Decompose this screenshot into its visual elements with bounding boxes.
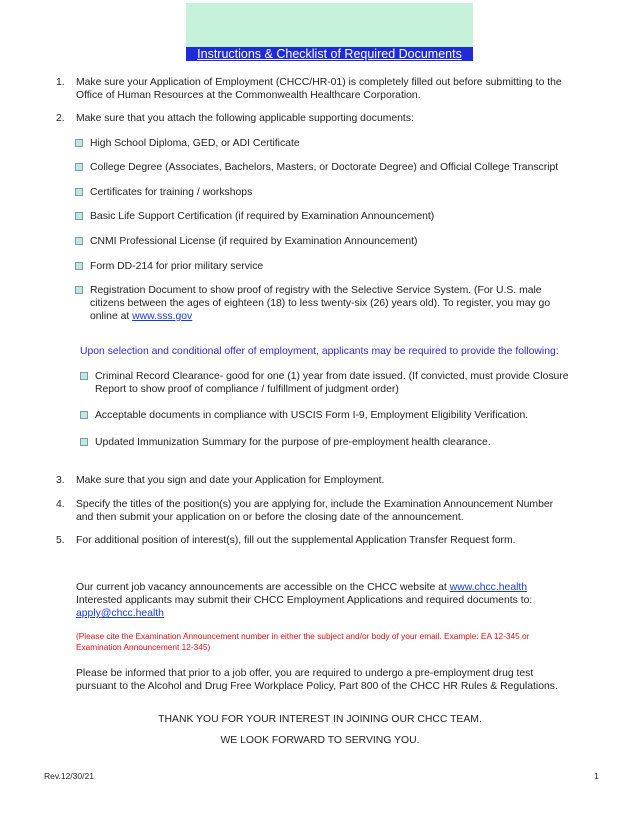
checklist-text — [90, 284, 565, 323]
instruction-number: 5. — [56, 535, 65, 546]
header-banner — [186, 3, 473, 47]
apply-email-link[interactable]: apply@chcc.health — [76, 608, 164, 619]
checklist-text: High School Diploma, GED, or ADI Certificate — [90, 138, 300, 149]
closing-line: WE LOOK FORWARD TO SERVING YOU. — [220, 735, 420, 746]
submit-text: Interested applicants may submit their CHCC Employment Applications and required documents to: — [76, 595, 533, 606]
drug-policy-paragraph: Please be informed that prior to a job offer, you are required to undergo a pre-employment drug test pursuant to the Alcohol and Drug Free Workplace Policy, Part 800 of the CHCC HR Rules & Regulations. — [76, 668, 558, 692]
revision-date: Rev.12/30/21 — [44, 771, 94, 781]
checklist-text: Certificates for training / workshops — [90, 187, 253, 198]
checkbox-icon — [80, 438, 88, 446]
checklist-text: Form DD-214 for prior military service — [90, 261, 264, 272]
checkbox-icon — [75, 262, 83, 270]
instruction-text: Make sure your Application of Employment (CHCC/HR-01) is completely filled out before submitting to the Office of Human Resources at the Commonwealth Healthcare Corporation. — [76, 77, 562, 101]
checklist-text: College Degree (Associates, Bachelors, Masters, or Doctorate Degree) and Official College Transcript — [90, 162, 559, 173]
checklist-text: Criminal Record Clearance- good for one (1) year from date issued. (If convicted, must provide Closure Report to show proof of compliance / fulfillment of judgment order) — [95, 371, 569, 395]
checkbox-icon — [75, 237, 83, 245]
instruction-number: 1. — [56, 77, 65, 88]
vacancy-text: Our current job vacancy announcements are accessible on the CHCC website at — [76, 582, 450, 593]
checkbox-icon — [75, 212, 83, 220]
checklist-text: Basic Life Support Certification (if required by Examination Announcement) — [90, 211, 435, 222]
chcc-website-link[interactable]: www.chcc.health — [449, 582, 528, 593]
sss-link[interactable]: www.sss.gov — [132, 311, 193, 322]
checkbox-icon — [80, 411, 88, 419]
instruction-number: 3. — [56, 475, 65, 486]
instruction-text: Make sure that you sign and date your Application for Employment. — [76, 475, 385, 486]
page-title: Instructions & Checklist of Required Documents — [186, 47, 473, 61]
instruction-text: Specify the titles of the position(s) you are applying for, include the Examination Announcement Number and then submit your application on or before the closing date of the announcement. — [76, 499, 554, 523]
checkbox-icon — [75, 163, 83, 171]
instruction-number: 4. — [56, 499, 65, 510]
instruction-text: For additional position of interest(s), fill out the supplemental Application Transfer Request form. — [76, 535, 516, 546]
instruction-text: Make sure that you attach the following applicable supporting documents: — [76, 113, 414, 124]
checkbox-icon — [80, 372, 88, 380]
vacancy-paragraph — [76, 581, 576, 620]
checklist-text: Updated Immunization Summary for the purpose of pre-employment health clearance. — [95, 437, 491, 448]
email-subject-note: (Please cite the Examination Announcement number in either the subject and/or body of your email. Example: EA 12-345 or Examination Announcement 12-345) — [76, 631, 530, 652]
conditional-offer-note: Upon selection and conditional offer of employment, applicants may be required to provide the following: — [80, 346, 559, 357]
page-number: 1 — [594, 771, 599, 781]
instruction-number: 2. — [56, 113, 65, 124]
checkbox-icon — [75, 188, 83, 196]
checkbox-icon — [75, 139, 83, 147]
thank-you-line: THANK YOU FOR YOUR INTEREST IN JOINING OUR CHCC TEAM. — [158, 714, 482, 725]
selective-service-text: Registration Document to show proof of registry with the Selective Service System. (For U.S. male citizens between the ages of eighteen (18) to less twenty-six (26) years old). To register, you may go online at — [90, 285, 551, 322]
checkbox-icon — [75, 286, 83, 294]
checklist-text: CNMI Professional License (if required by Examination Announcement) — [90, 236, 418, 247]
checklist-text: Acceptable documents in compliance with USCIS Form I-9, Employment Eligibility Verification. — [95, 410, 529, 421]
